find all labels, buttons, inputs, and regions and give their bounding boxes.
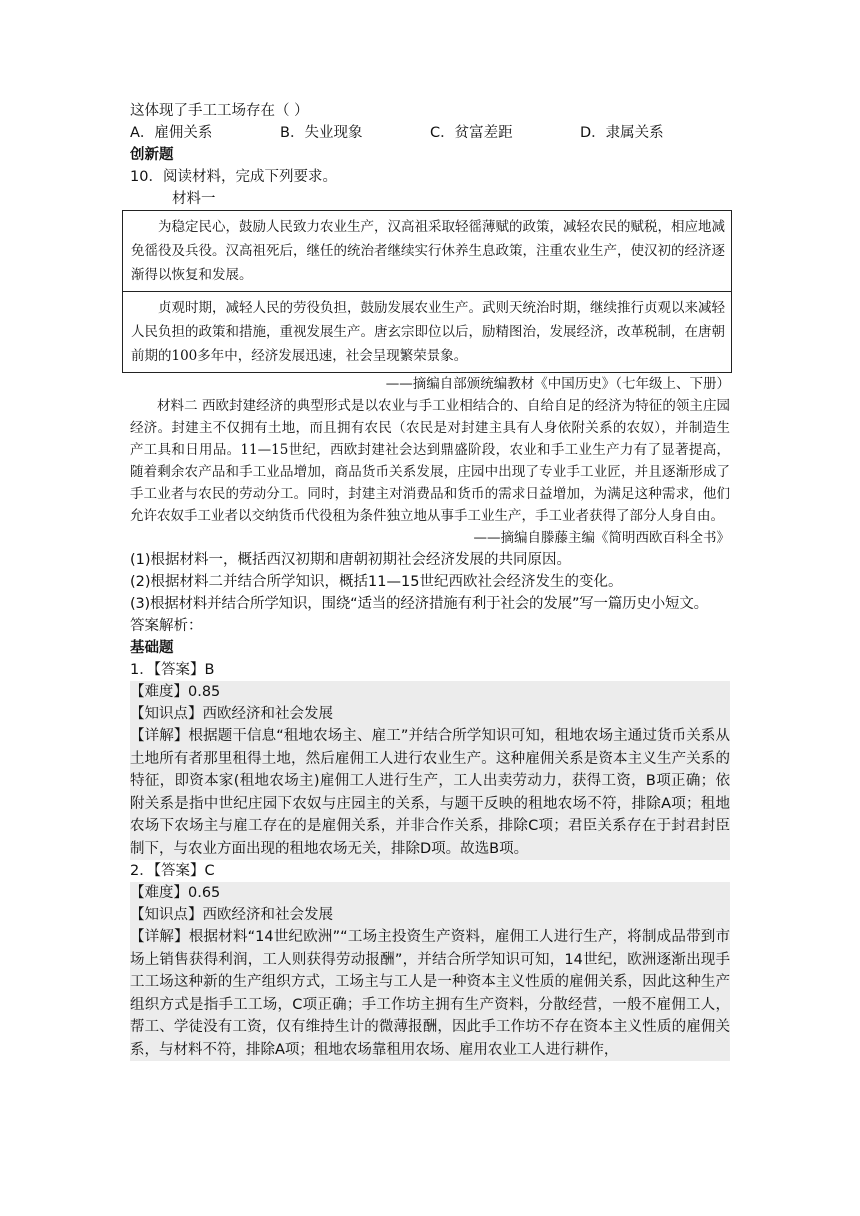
page-content [130, 100, 730, 1061]
option-a: A．雇佣关系 [130, 125, 213, 141]
knowledge-point: 【知识点】西欧经济和社会发展 [130, 706, 333, 722]
question-stem: 10．阅读材料，完成下列要求。 [130, 169, 337, 185]
option-b: B．失业现象 [280, 125, 363, 141]
difficulty: 【难度】0.85 [130, 684, 221, 700]
material-box [122, 210, 732, 373]
material-text: 材料二 西欧封建经济的典型形式是以农业与手工业相结合的、自给自足的经济为特征的领主庄园经济。封建主不仅拥有土地，而且拥有农民（农民是对封建主具有人身依附关系的农奴），并制造生产工具和日用品。11—15世纪，西欧封建社会达到鼎盛阶段，农业和手工业生产力有了显著提高，随着剩余农产品和手工业品增加，商品货币关系发展，庄园中出现了专业手工业匠，并且逐渐形成了手工业者与农民的劳动分工。同时，封建主对消费品和货币的需求日益增加，为满足这种需求，他们允许农奴手工业者以交纳货币代役租为条件独立地从事手工业生产，手工业者获得了部分人身自由。 [130, 398, 730, 524]
section-heading: 基础题 [130, 640, 174, 656]
answer-explanation [130, 681, 730, 860]
material-label: 材料一 [172, 191, 216, 207]
requirement: (2)根据材料二并结合所学知识，概括11—15世纪西欧社会经济发生的变化。 [130, 574, 623, 590]
knowledge-point: 【知识点】西欧经济和社会发展 [130, 907, 333, 923]
requirement: (3)根据材料并结合所学知识，围绕“适当的经济措施有利于社会的发展”写一篇历史小短文。 [130, 596, 708, 612]
option-c: C．贫富差距 [430, 125, 513, 141]
answer-explanation [130, 882, 730, 1061]
material-box-cell [123, 291, 731, 372]
citation: ——摘编自滕藤主编《简明西欧百科全书》 [473, 530, 730, 546]
section-heading: 创新题 [130, 147, 174, 163]
answer-label: 1．【答案】B [130, 662, 215, 678]
detail-text: 【详解】根据题干信息“租地农场主、雇工”并结合所学知识可知，租地农场主通过货币关系从土地所有者那里租得土地，然后雇佣工人进行农业生产。这种雇佣关系是资本主义生产关系的特征，即资本家(租地农场主)雇佣工人进行生产，工人出卖劳动力，获得工资，B项正确；依附关系是指中世纪庄园下农奴与庄园主的关系，与题干反映的租地农场不符，排除A项；租地农场下农场主与雇工存在的是雇佣关系，并非合作关系，排除C项；君臣关系存在于封君封臣制下，与农业方面出现的租地农场无关，排除D项。故选B项。 [130, 728, 730, 857]
material-box-cell [123, 211, 731, 291]
option-d: D．隶属关系 [580, 125, 664, 141]
question-stem: 这体现了手工工场存在（ ） [130, 103, 309, 119]
material-text: 贞观时期，减轻人民的劳役负担，鼓励发展农业生产。武则天统治时期，继续推行贞观以来减轻人民负担的政策和措施，重视发展生产。唐玄宗即位以后，励精图治，发展经济，改革税制，在唐朝前期的100多年中，经济发展迅速，社会呈现繁荣景象。 [131, 300, 725, 364]
answer-options [130, 122, 730, 144]
answer-heading: 答案解析： [130, 618, 203, 634]
material-text: 为稳定民心，鼓励人民致力农业生产，汉高祖采取轻徭薄赋的政策，减轻农民的赋税，相应地减免徭役及兵役。汉高祖死后，继任的统治者继续实行休养生息政策，注重农业生产，使汉初的经济逐渐得以恢复和发展。 [131, 219, 725, 283]
citation: ——摘编自部颁统编教材《中国历史》（七年级上、下册） [385, 376, 730, 392]
detail-text: 【详解】根据材料“14世纪欧洲”“工场主投资生产资料，雇佣工人进行生产，将制成品带到市场上销售获得利润，工人则获得劳动报酬”，并结合所学知识可知，14世纪，欧洲逐渐出现手工工场这种新的生产组织方式，工场主与工人是一种资本主义性质的雇佣关系，因此这种生产组织方式是指手工工场，C项正确；手工作坊主拥有生产资料，分散经营，一般不雇佣工人，帮工、学徒没有工资，仅有维持生计的微薄报酬，因此手工作坊不存在资本主义性质的雇佣关系，与材料不符，排除A项；租地农场靠租用农场、雇用农业工人进行耕作， [130, 929, 730, 1058]
requirement: (1)根据材料一，概括西汉初期和唐朝初期社会经济发展的共同原因。 [130, 552, 572, 568]
difficulty: 【难度】0.65 [130, 885, 221, 901]
answer-label: 2．【答案】C [130, 863, 215, 879]
